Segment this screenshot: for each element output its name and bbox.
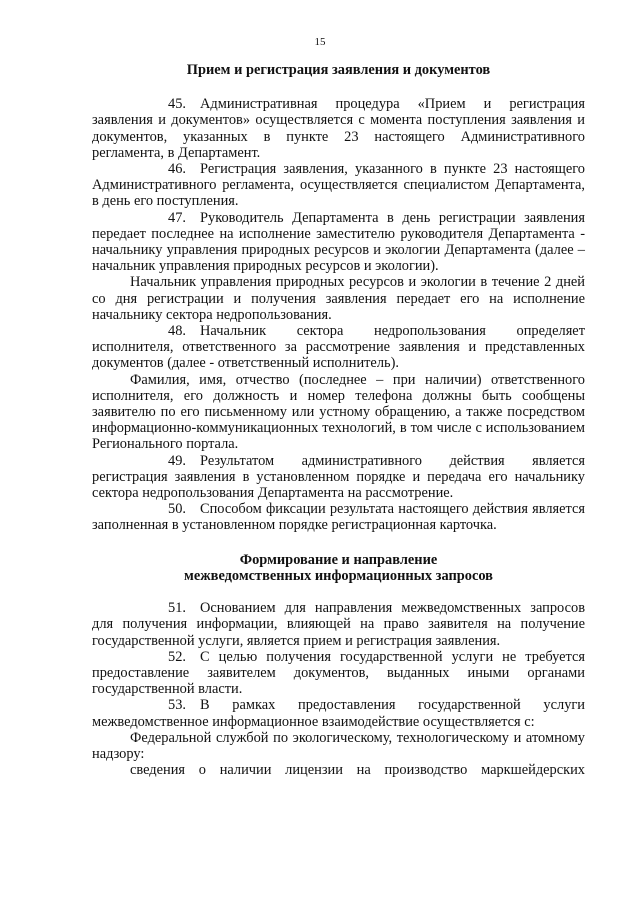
heading-line-1: Формирование и направление bbox=[239, 551, 438, 568]
paragraph-number: 52. bbox=[168, 648, 186, 665]
paragraph-51 bbox=[92, 600, 585, 649]
paragraph-48-continued bbox=[92, 372, 585, 453]
paragraph-text: Административная процедура «Прием и регистрация заявления и документов» осуществляется с момента поступления заявления и документов, указанных в пункте 23 настоящего Административного регламента, в Департамент. bbox=[92, 96, 585, 161]
paragraph-text: Начальник управления природных ресурсов и экологии в течение 2 дней со дня регистрации и получения заявления передает его на исполнение начальнику сектора недропользования. bbox=[92, 274, 585, 323]
paragraph-53 bbox=[92, 697, 585, 729]
paragraph-48 bbox=[92, 323, 585, 372]
paragraph-number: 49. bbox=[168, 452, 186, 469]
paragraph-text: Федеральной службой по экологическому, технологическому и атомному надзору: bbox=[92, 729, 585, 762]
paragraph-text: Основанием для направления межведомственных запросов для получения информации, влияющей на право заявителя на получение государственной услуги, является прием и регистрация заявления. bbox=[92, 600, 585, 649]
page-number: 15 bbox=[314, 36, 326, 48]
section-heading-interagency bbox=[92, 552, 585, 584]
paragraph-number: 53. bbox=[168, 697, 186, 714]
document-body bbox=[92, 62, 585, 778]
paragraph-number: 51. bbox=[168, 600, 186, 617]
paragraph-text: Способом фиксации результата настоящего действия является заполненная в установленном порядке регистрационная карточка. bbox=[92, 501, 585, 534]
paragraph-text: Руководитель Департамента в день регистрации заявления передает последнее на исполнение заместителю руководителя Департамента - начальнику управления природных ресурсов и экологии Департамента (далее – начальник управления природных ресурсов и экологии). bbox=[92, 209, 585, 275]
paragraph-47 bbox=[92, 210, 585, 275]
paragraph-number: 45. bbox=[168, 96, 186, 113]
paragraph-46 bbox=[92, 161, 585, 210]
paragraph-text: В рамках предоставления государственной услуги межведомственное информационное взаимодействие осуществляется с: bbox=[92, 697, 585, 730]
paragraph-text: Регистрация заявления, указанного в пункте 23 настоящего Административного регламента, осуществляется специалистом Департамента, в день его поступления. bbox=[92, 161, 585, 210]
paragraph-number: 50. bbox=[168, 501, 186, 518]
paragraph-47-continued bbox=[92, 274, 585, 323]
paragraph-text: Начальник сектора недропользования определяет исполнителя, ответственного за рассмотрение заявления и представленных документов (далее - ответственный исполнитель). bbox=[92, 323, 585, 372]
paragraph-number: 46. bbox=[168, 161, 186, 178]
paragraph-text: С целью получения государственной услуги не требуется предоставление заявителем документов, выданных иными органами государственной власти. bbox=[92, 648, 585, 698]
paragraph-52 bbox=[92, 649, 585, 698]
section-reception bbox=[92, 96, 585, 533]
section-interagency bbox=[92, 600, 585, 778]
paragraph-53-agency bbox=[92, 730, 585, 762]
section-heading-reception: Прием и регистрация заявления и документов bbox=[186, 62, 491, 78]
paragraph-number: 48. bbox=[168, 323, 186, 340]
paragraph-45 bbox=[92, 96, 585, 161]
paragraph-text: Фамилия, имя, отчество (последнее – при наличии) ответственного исполнителя, его должность и номер телефона должны быть сообщены заявителю по его письменному или устному обращению, а также посредством информационно-коммуникационных технологий, в том числе с использованием Регионального портала. bbox=[92, 371, 585, 453]
paragraph-text: сведения о наличии лицензии на производство маркшейдерских bbox=[130, 762, 585, 779]
paragraph-49 bbox=[92, 453, 585, 502]
paragraph-50 bbox=[92, 501, 585, 533]
paragraph-text: Результатом административного действия является регистрация заявления в установленном порядке и передача его начальнику сектора недропользования Департамента на рассмотрение. bbox=[92, 452, 585, 502]
paragraph-number: 47. bbox=[168, 209, 186, 226]
paragraph-53-info bbox=[92, 762, 585, 778]
heading-line-2: межведомственных информационных запросов bbox=[184, 567, 493, 584]
